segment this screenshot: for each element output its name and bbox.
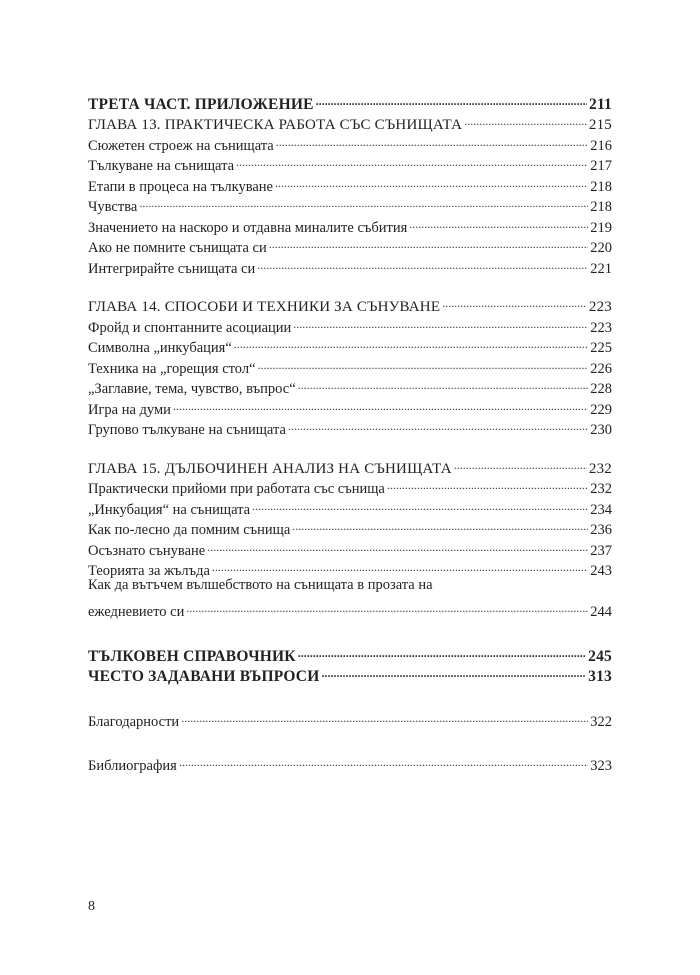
- toc-entry-title: ТЪЛКОВЕН СПРАВОЧНИК: [88, 647, 296, 665]
- toc-entry-page: 313: [588, 668, 612, 685]
- dot-leader: [212, 555, 588, 576]
- toc-entry-page: 228: [590, 381, 612, 397]
- dot-leader: [207, 534, 588, 555]
- toc-entry-title: Етапи в процеса на тълкуване: [88, 178, 273, 195]
- toc-entry-title: Осъзнато сънуване: [88, 542, 206, 559]
- toc-entry-chapter-14[interactable]: [88, 291, 612, 315]
- dot-leader: [409, 211, 588, 232]
- dot-leader: [179, 750, 588, 771]
- dot-leader: [442, 291, 587, 312]
- toc-entry-title: Чувства: [88, 199, 138, 215]
- toc-entry-bibliography[interactable]: [88, 750, 612, 774]
- dot-leader: [288, 414, 588, 435]
- toc-entry-title: ежедневието си: [88, 604, 185, 620]
- toc-entry-title: Символна „инкубация“: [88, 340, 232, 356]
- toc-entry-page: 243: [590, 563, 612, 579]
- toc-entry-page: 230: [590, 422, 612, 438]
- toc-entry-title: Интегрирайте сънищата си: [88, 260, 256, 277]
- toc-entry-page: 234: [590, 501, 612, 518]
- toc-entry-title: Практически прийоми при работата със сънища: [88, 481, 385, 497]
- toc-entry-page: 232: [590, 481, 612, 497]
- toc-entry-title: ТРЕТА ЧАСТ. ПРИЛОЖЕНИЕ: [88, 95, 314, 113]
- toc-entry-thanks[interactable]: [88, 705, 612, 730]
- toc-entry-title: Как по-лесно да помним сънища: [88, 522, 291, 538]
- toc-entry-title: „Заглавие, тема, чувство, въпрос“: [88, 381, 296, 397]
- toc-entry-page: 232: [588, 460, 612, 477]
- dot-leader: [276, 129, 589, 150]
- dot-leader: [293, 311, 588, 332]
- dot-leader: [454, 452, 587, 473]
- dot-leader: [321, 661, 586, 682]
- toc-entry[interactable]: [88, 191, 612, 215]
- dot-leader: [181, 705, 588, 726]
- toc-entry-title: „Инкубация“ на сънищата: [88, 501, 251, 518]
- toc-entry-page: 322: [590, 713, 612, 730]
- toc-entry-page: 215: [588, 117, 612, 133]
- toc-entry-page: 217: [590, 158, 612, 174]
- toc-entry-title: Как да вътъчем вълшебството на сънищата в прозата на: [88, 577, 433, 593]
- toc-entry-part3[interactable]: [88, 88, 612, 113]
- dot-leader: [252, 493, 588, 514]
- dot-leader: [298, 640, 586, 661]
- toc-entry-dictionary[interactable]: [88, 640, 612, 665]
- toc-entry-title: ГЛАВА 15. ДЪЛБОЧИНЕН АНАЛИЗ НА СЪНИЩАТА: [88, 460, 452, 477]
- toc-entry-title: Игра на думи: [88, 401, 171, 418]
- toc-entry-page: 229: [590, 401, 612, 418]
- dot-leader: [257, 252, 588, 273]
- toc-entry-page: 219: [590, 219, 612, 236]
- toc-entry-page: 226: [590, 360, 612, 377]
- dot-leader: [236, 150, 588, 171]
- toc-entry-title: ГЛАВА 14. СПОСОБИ И ТЕХНИКИ ЗА СЪНУВАНЕ: [88, 299, 441, 315]
- toc-entry-title: Сюжетен строеж на сънищата: [88, 137, 274, 154]
- toc-entry-wrapped-line[interactable]: [88, 575, 612, 596]
- toc-entry-title: ЧЕСТО ЗАДАВАНИ ВЪПРОСИ: [88, 668, 320, 685]
- toc-entry-page: 218: [590, 199, 612, 215]
- toc-entry-title: Теорията за жълъда: [88, 563, 210, 579]
- dot-leader: [298, 373, 589, 394]
- dot-leader: [387, 473, 588, 494]
- dot-leader: [269, 232, 588, 253]
- toc-entry-title: Техника на „горещия стол“: [88, 360, 256, 377]
- toc-entry-title: ГЛАВА 13. ПРАКТИЧЕСКА РАБОТА СЪС СЪНИЩАТА: [88, 117, 463, 133]
- toc-entry-title: Ако не помните сънищата си: [88, 240, 267, 256]
- table-of-contents: [88, 88, 612, 774]
- toc-entry-page: 245: [588, 647, 612, 665]
- dot-leader: [186, 596, 588, 617]
- toc-entry-page: 220: [590, 240, 612, 256]
- toc-entry-title: Библиография: [88, 758, 177, 774]
- toc-entry[interactable]: [88, 211, 612, 236]
- dot-leader: [464, 109, 587, 130]
- toc-entry-title: Фройд и спонтанните асоциации: [88, 319, 292, 336]
- dot-leader: [173, 393, 588, 414]
- toc-entry-page: 223: [590, 319, 612, 336]
- toc-entry[interactable]: [88, 596, 612, 620]
- dot-leader: [234, 332, 588, 353]
- page-number: 8: [88, 899, 95, 914]
- toc-entry-title: Значението на наскоро и отдавна миналите събития: [88, 219, 408, 236]
- toc-entry-page: 221: [590, 260, 612, 277]
- toc-entry-title: Благодарности: [88, 713, 180, 730]
- toc-entry-page: 323: [590, 758, 612, 774]
- dot-leader: [292, 514, 588, 535]
- toc-entry-title: Групово тълкуване на сънищата: [88, 422, 286, 438]
- dot-leader: [258, 352, 589, 373]
- toc-entry-page: 236: [590, 522, 612, 538]
- toc-entry-page: 244: [590, 604, 612, 620]
- toc-entry-page: 223: [588, 299, 612, 315]
- dot-leader: [316, 88, 587, 109]
- toc-entry-page: 237: [590, 542, 612, 559]
- toc-entry-page: 225: [590, 340, 612, 356]
- dot-leader: [139, 191, 588, 212]
- toc-entry-title: Тълкуване на сънищата: [88, 158, 235, 174]
- toc-entry-page: 211: [589, 95, 612, 113]
- toc-entry-chapter-15[interactable]: [88, 452, 612, 477]
- dot-leader: [275, 170, 588, 191]
- toc-entry-page: 216: [590, 137, 612, 154]
- toc-entry-page: 218: [590, 178, 612, 195]
